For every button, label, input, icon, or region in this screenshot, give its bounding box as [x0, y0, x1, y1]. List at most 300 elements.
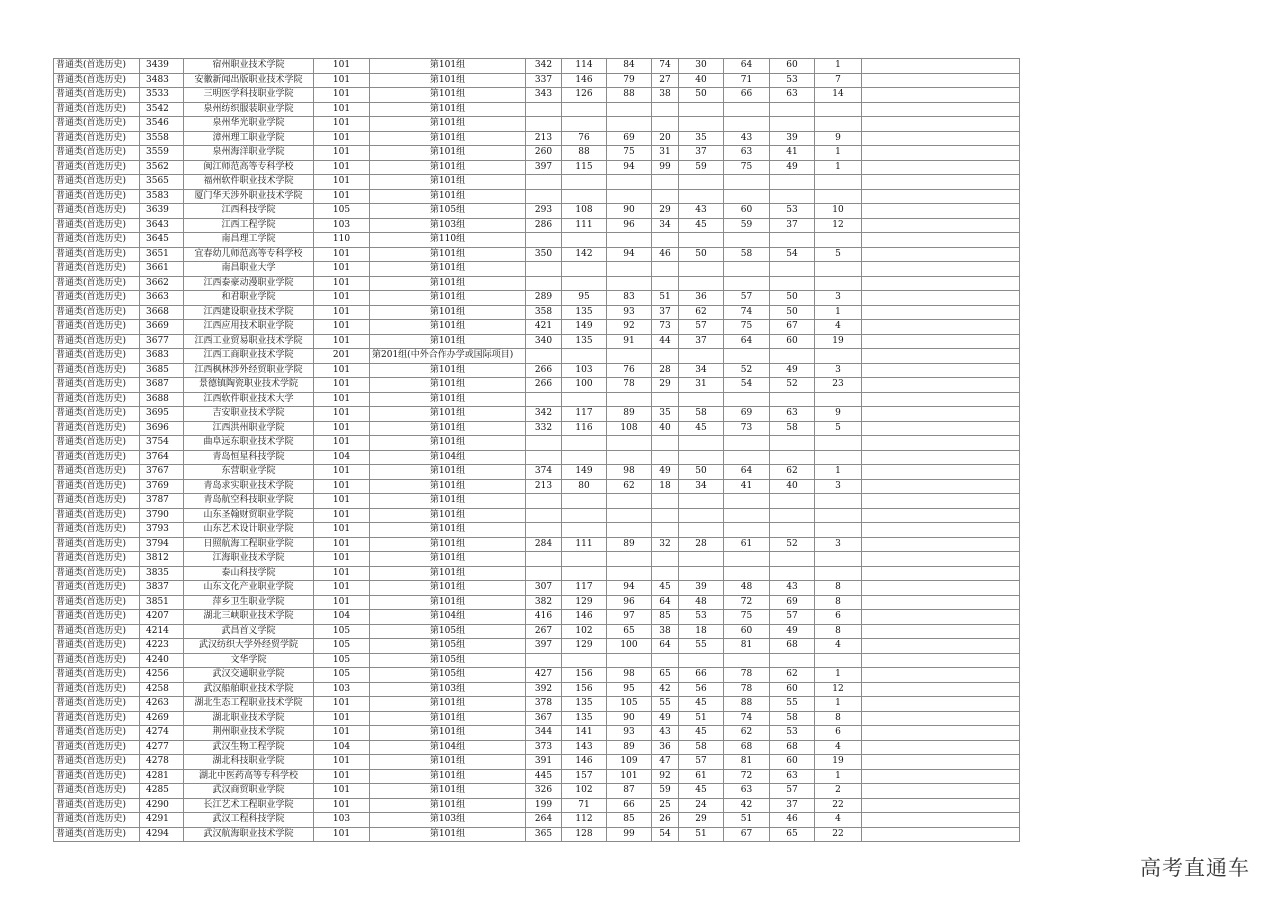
cell-school-name: 湖北中医药高等专科学校	[184, 769, 314, 784]
cell-school-code: 3533	[140, 88, 184, 103]
cell-group-name: 第101组	[370, 508, 526, 523]
cell-score-col-3: 26	[652, 813, 679, 828]
cell-category: 普通类(首选历史)	[54, 378, 140, 393]
cell-school-name: 江西应用技术职业学院	[184, 320, 314, 335]
cell-score-col-1: 88	[562, 146, 607, 161]
cell-school-code: 3851	[140, 595, 184, 610]
cell-total-score: 199	[526, 798, 562, 813]
cell-school-name: 武汉商贸职业学院	[184, 784, 314, 799]
cell-category: 普通类(首选历史)	[54, 450, 140, 465]
cell-score-col-6: 69	[770, 595, 815, 610]
cell-score-col-6	[770, 436, 815, 451]
cell-score-col-3: 38	[652, 88, 679, 103]
table-row	[54, 523, 1020, 538]
cell-group-name: 第101组	[370, 479, 526, 494]
cell-score-col-3	[652, 262, 679, 277]
cell-score-col-5: 88	[724, 697, 770, 712]
cell-school-name: 宿州职业技术学院	[184, 59, 314, 74]
cell-school-code: 3685	[140, 363, 184, 378]
cell-score-col-5	[724, 523, 770, 538]
cell-group-code: 101	[314, 392, 370, 407]
cell-rank-count	[815, 494, 862, 509]
cell-score-col-1: 149	[562, 465, 607, 480]
cell-score-col-3: 35	[652, 407, 679, 422]
cell-school-name: 武汉交通职业学院	[184, 668, 314, 683]
cell-rank-count: 1	[815, 59, 862, 74]
cell-category: 普通类(首选历史)	[54, 320, 140, 335]
cell-score-col-2: 101	[607, 769, 652, 784]
cell-extra	[862, 247, 1020, 262]
cell-score-col-4: 48	[679, 595, 724, 610]
cell-score-col-1: 111	[562, 218, 607, 233]
cell-score-col-6	[770, 276, 815, 291]
cell-school-code: 4274	[140, 726, 184, 741]
cell-score-col-3: 28	[652, 363, 679, 378]
cell-score-col-4	[679, 436, 724, 451]
table-row	[54, 595, 1020, 610]
cell-group-code: 101	[314, 262, 370, 277]
cell-score-col-5: 71	[724, 73, 770, 88]
cell-rank-count: 4	[815, 813, 862, 828]
cell-score-col-2: 88	[607, 88, 652, 103]
cell-score-col-6	[770, 566, 815, 581]
cell-score-col-6: 53	[770, 73, 815, 88]
cell-group-code: 103	[314, 813, 370, 828]
cell-score-col-6: 37	[770, 798, 815, 813]
table-row	[54, 88, 1020, 103]
cell-score-col-5: 61	[724, 537, 770, 552]
cell-total-score: 342	[526, 407, 562, 422]
cell-extra	[862, 218, 1020, 233]
cell-extra	[862, 233, 1020, 248]
cell-extra	[862, 610, 1020, 625]
table-row	[54, 117, 1020, 132]
cell-score-col-3: 54	[652, 827, 679, 842]
cell-group-name: 第104组	[370, 610, 526, 625]
cell-school-name: 武昌首义学院	[184, 624, 314, 639]
cell-school-code: 3483	[140, 73, 184, 88]
cell-score-col-2: 90	[607, 204, 652, 219]
cell-school-code: 3793	[140, 523, 184, 538]
cell-extra	[862, 291, 1020, 306]
cell-score-col-2	[607, 276, 652, 291]
cell-group-name: 第101组	[370, 566, 526, 581]
cell-rank-count	[815, 175, 862, 190]
cell-score-col-5: 64	[724, 59, 770, 74]
cell-score-col-6: 58	[770, 421, 815, 436]
cell-group-name: 第101组	[370, 291, 526, 306]
cell-school-code: 4278	[140, 755, 184, 770]
cell-score-col-6: 62	[770, 668, 815, 683]
cell-score-col-3: 65	[652, 668, 679, 683]
cell-score-col-3: 64	[652, 595, 679, 610]
cell-category: 普通类(首选历史)	[54, 537, 140, 552]
cell-score-col-1: 117	[562, 407, 607, 422]
cell-score-col-1: 102	[562, 624, 607, 639]
cell-school-code: 3695	[140, 407, 184, 422]
cell-score-col-1	[562, 508, 607, 523]
cell-total-score	[526, 262, 562, 277]
cell-group-name: 第101组	[370, 697, 526, 712]
cell-score-col-6: 60	[770, 59, 815, 74]
cell-score-col-2: 79	[607, 73, 652, 88]
cell-score-col-1	[562, 189, 607, 204]
cell-total-score	[526, 349, 562, 364]
cell-score-col-3	[652, 508, 679, 523]
cell-score-col-5: 58	[724, 247, 770, 262]
cell-total-score: 378	[526, 697, 562, 712]
cell-school-name: 江西科技学院	[184, 204, 314, 219]
cell-score-col-1: 156	[562, 668, 607, 683]
cell-score-col-1: 141	[562, 726, 607, 741]
cell-score-col-3	[652, 523, 679, 538]
cell-category: 普通类(首选历史)	[54, 769, 140, 784]
cell-score-col-4: 30	[679, 59, 724, 74]
cell-score-col-4: 51	[679, 827, 724, 842]
cell-total-score: 307	[526, 581, 562, 596]
cell-score-col-2	[607, 566, 652, 581]
cell-group-name: 第101组	[370, 523, 526, 538]
cell-score-col-6: 63	[770, 769, 815, 784]
cell-extra	[862, 537, 1020, 552]
cell-school-code: 3683	[140, 349, 184, 364]
cell-score-col-3	[652, 276, 679, 291]
cell-extra	[862, 407, 1020, 422]
cell-group-code: 101	[314, 566, 370, 581]
cell-score-col-5: 57	[724, 291, 770, 306]
cell-score-col-6: 52	[770, 378, 815, 393]
cell-score-col-2: 99	[607, 827, 652, 842]
cell-total-score	[526, 276, 562, 291]
cell-rank-count: 12	[815, 218, 862, 233]
cell-score-col-6: 50	[770, 305, 815, 320]
cell-group-name: 第101组	[370, 392, 526, 407]
cell-category: 普通类(首选历史)	[54, 755, 140, 770]
cell-rank-count	[815, 349, 862, 364]
cell-total-score: 445	[526, 769, 562, 784]
cell-score-col-5: 60	[724, 624, 770, 639]
cell-score-col-5	[724, 494, 770, 509]
cell-group-code: 101	[314, 436, 370, 451]
cell-score-col-1	[562, 276, 607, 291]
table-row	[54, 726, 1020, 741]
table-row	[54, 740, 1020, 755]
cell-score-col-3	[652, 494, 679, 509]
table-row	[54, 189, 1020, 204]
cell-group-code: 101	[314, 59, 370, 74]
cell-score-col-1: 103	[562, 363, 607, 378]
cell-score-col-3: 64	[652, 639, 679, 654]
cell-score-col-1: 135	[562, 334, 607, 349]
cell-group-code: 101	[314, 465, 370, 480]
cell-score-col-1	[562, 523, 607, 538]
cell-total-score: 284	[526, 537, 562, 552]
cell-score-col-5	[724, 102, 770, 117]
cell-total-score: 365	[526, 827, 562, 842]
cell-category: 普通类(首选历史)	[54, 189, 140, 204]
cell-score-col-4	[679, 117, 724, 132]
cell-group-name: 第101组	[370, 305, 526, 320]
cell-score-col-3: 34	[652, 218, 679, 233]
cell-score-col-2: 94	[607, 247, 652, 262]
cell-extra	[862, 146, 1020, 161]
cell-school-code: 3645	[140, 233, 184, 248]
cell-group-code: 101	[314, 146, 370, 161]
cell-school-name: 山东艺术设计职业学院	[184, 523, 314, 538]
cell-group-name: 第101组	[370, 117, 526, 132]
cell-school-code: 3562	[140, 160, 184, 175]
cell-school-code: 3669	[140, 320, 184, 335]
cell-school-name: 江西洪州职业学院	[184, 421, 314, 436]
cell-category: 普通类(首选历史)	[54, 407, 140, 422]
cell-category: 普通类(首选历史)	[54, 233, 140, 248]
cell-total-score: 340	[526, 334, 562, 349]
cell-school-code: 3794	[140, 537, 184, 552]
cell-group-name: 第101组	[370, 595, 526, 610]
cell-score-col-6: 57	[770, 610, 815, 625]
cell-score-col-2: 93	[607, 305, 652, 320]
cell-score-col-5	[724, 262, 770, 277]
cell-rank-count: 3	[815, 363, 862, 378]
cell-score-col-4	[679, 392, 724, 407]
cell-group-code: 101	[314, 102, 370, 117]
cell-school-name: 东营职业学院	[184, 465, 314, 480]
cell-category: 普通类(首选历史)	[54, 697, 140, 712]
table-row	[54, 262, 1020, 277]
cell-group-name: 第101组	[370, 160, 526, 175]
cell-rank-count	[815, 276, 862, 291]
cell-score-col-2: 96	[607, 595, 652, 610]
cell-score-col-6	[770, 508, 815, 523]
cell-group-name: 第101组	[370, 247, 526, 262]
cell-group-code: 101	[314, 407, 370, 422]
cell-rank-count: 6	[815, 610, 862, 625]
cell-score-col-2	[607, 450, 652, 465]
table-row	[54, 334, 1020, 349]
cell-score-col-1	[562, 392, 607, 407]
cell-score-col-5: 78	[724, 682, 770, 697]
cell-group-name: 第101组	[370, 711, 526, 726]
cell-total-score	[526, 552, 562, 567]
cell-score-col-4	[679, 494, 724, 509]
cell-extra	[862, 160, 1020, 175]
cell-school-code: 3546	[140, 117, 184, 132]
cell-score-col-6	[770, 349, 815, 364]
cell-category: 普通类(首选历史)	[54, 305, 140, 320]
cell-category: 普通类(首选历史)	[54, 711, 140, 726]
cell-score-col-5: 72	[724, 769, 770, 784]
cell-score-col-2: 87	[607, 784, 652, 799]
cell-extra	[862, 624, 1020, 639]
cell-score-col-3: 55	[652, 697, 679, 712]
cell-score-col-3: 29	[652, 378, 679, 393]
cell-category: 普通类(首选历史)	[54, 436, 140, 451]
cell-extra	[862, 349, 1020, 364]
cell-score-col-1	[562, 262, 607, 277]
cell-rank-count: 4	[815, 740, 862, 755]
cell-rank-count	[815, 392, 862, 407]
table-row	[54, 610, 1020, 625]
cell-score-col-2	[607, 349, 652, 364]
cell-school-name: 曲阜远东职业技术学院	[184, 436, 314, 451]
cell-score-col-5: 74	[724, 305, 770, 320]
cell-score-col-6	[770, 552, 815, 567]
cell-score-col-2	[607, 653, 652, 668]
cell-score-col-4: 45	[679, 697, 724, 712]
cell-score-col-3: 99	[652, 160, 679, 175]
cell-score-col-6	[770, 392, 815, 407]
cell-score-col-2: 84	[607, 59, 652, 74]
cell-score-col-6: 67	[770, 320, 815, 335]
cell-group-name: 第105组	[370, 668, 526, 683]
cell-rank-count: 1	[815, 305, 862, 320]
cell-total-score	[526, 117, 562, 132]
cell-group-code: 105	[314, 653, 370, 668]
cell-extra	[862, 697, 1020, 712]
cell-score-col-1: 129	[562, 595, 607, 610]
cell-score-col-1: 115	[562, 160, 607, 175]
cell-score-col-5: 69	[724, 407, 770, 422]
cell-score-col-4: 45	[679, 218, 724, 233]
cell-extra	[862, 102, 1020, 117]
cell-school-code: 3661	[140, 262, 184, 277]
cell-group-code: 101	[314, 827, 370, 842]
cell-score-col-5	[724, 276, 770, 291]
cell-score-col-3: 73	[652, 320, 679, 335]
cell-score-col-3: 25	[652, 798, 679, 813]
cell-score-col-2: 85	[607, 813, 652, 828]
cell-score-col-1	[562, 494, 607, 509]
cell-group-name: 第201组(中外合作办学或国际项目)	[370, 349, 526, 364]
cell-score-col-3: 49	[652, 711, 679, 726]
cell-score-col-3: 59	[652, 784, 679, 799]
cell-score-col-5	[724, 392, 770, 407]
cell-score-col-5: 81	[724, 755, 770, 770]
cell-score-col-2: 94	[607, 160, 652, 175]
cell-total-score	[526, 189, 562, 204]
cell-total-score: 264	[526, 813, 562, 828]
cell-score-col-5: 41	[724, 479, 770, 494]
cell-score-col-6: 63	[770, 407, 815, 422]
cell-score-col-3	[652, 117, 679, 132]
cell-group-code: 101	[314, 160, 370, 175]
cell-score-col-6: 55	[770, 697, 815, 712]
cell-rank-count	[815, 552, 862, 567]
cell-school-name: 文华学院	[184, 653, 314, 668]
cell-score-col-3: 38	[652, 624, 679, 639]
cell-school-name: 山东文化产业职业学院	[184, 581, 314, 596]
cell-score-col-1	[562, 117, 607, 132]
cell-extra	[862, 421, 1020, 436]
cell-group-name: 第101组	[370, 73, 526, 88]
admission-score-table	[53, 58, 1020, 842]
table-row	[54, 653, 1020, 668]
cell-score-col-1: 114	[562, 59, 607, 74]
cell-school-name: 青岛航空科技职业学院	[184, 494, 314, 509]
cell-score-col-6: 40	[770, 479, 815, 494]
cell-score-col-6	[770, 262, 815, 277]
cell-group-code: 101	[314, 334, 370, 349]
cell-category: 普通类(首选历史)	[54, 363, 140, 378]
cell-category: 普通类(首选历史)	[54, 508, 140, 523]
cell-score-col-3: 92	[652, 769, 679, 784]
cell-score-col-3: 40	[652, 421, 679, 436]
cell-rank-count: 9	[815, 407, 862, 422]
cell-school-code: 3835	[140, 566, 184, 581]
cell-score-col-4: 51	[679, 711, 724, 726]
cell-score-col-3: 45	[652, 581, 679, 596]
cell-school-name: 武汉船舶职业技术学院	[184, 682, 314, 697]
cell-group-code: 104	[314, 610, 370, 625]
cell-score-col-3	[652, 552, 679, 567]
cell-score-col-5	[724, 450, 770, 465]
cell-category: 普通类(首选历史)	[54, 552, 140, 567]
cell-score-col-1: 143	[562, 740, 607, 755]
cell-score-col-5: 63	[724, 784, 770, 799]
cell-score-col-6: 63	[770, 88, 815, 103]
table-row	[54, 291, 1020, 306]
cell-group-name: 第101组	[370, 494, 526, 509]
cell-score-col-6	[770, 653, 815, 668]
cell-group-code: 101	[314, 537, 370, 552]
cell-extra	[862, 740, 1020, 755]
cell-category: 普通类(首选历史)	[54, 218, 140, 233]
cell-score-col-5	[724, 233, 770, 248]
cell-score-col-3: 51	[652, 291, 679, 306]
cell-extra	[862, 726, 1020, 741]
cell-score-col-4: 24	[679, 798, 724, 813]
cell-total-score	[526, 653, 562, 668]
cell-school-name: 江西工业贸易职业技术学院	[184, 334, 314, 349]
cell-score-col-4	[679, 262, 724, 277]
cell-school-code: 3643	[140, 218, 184, 233]
cell-extra	[862, 450, 1020, 465]
cell-score-col-1	[562, 566, 607, 581]
cell-total-score: 367	[526, 711, 562, 726]
cell-group-name: 第101组	[370, 552, 526, 567]
cell-score-col-5: 62	[724, 726, 770, 741]
cell-category: 普通类(首选历史)	[54, 726, 140, 741]
cell-school-name: 三明医学科技职业学院	[184, 88, 314, 103]
cell-school-code: 3662	[140, 276, 184, 291]
cell-school-name: 长江艺术工程职业学院	[184, 798, 314, 813]
cell-score-col-4: 39	[679, 581, 724, 596]
cell-score-col-2: 97	[607, 610, 652, 625]
cell-school-name: 江西软件职业技术大学	[184, 392, 314, 407]
cell-score-col-1: 157	[562, 769, 607, 784]
cell-group-code: 101	[314, 88, 370, 103]
cell-extra	[862, 363, 1020, 378]
table-row	[54, 421, 1020, 436]
cell-score-col-4: 35	[679, 131, 724, 146]
cell-score-col-6: 60	[770, 755, 815, 770]
cell-school-name: 闽江师范高等专科学校	[184, 160, 314, 175]
cell-extra	[862, 465, 1020, 480]
cell-score-col-6: 37	[770, 218, 815, 233]
cell-category: 普通类(首选历史)	[54, 421, 140, 436]
cell-score-col-6: 49	[770, 363, 815, 378]
cell-score-col-4: 34	[679, 363, 724, 378]
cell-group-name: 第101组	[370, 755, 526, 770]
cell-category: 普通类(首选历史)	[54, 610, 140, 625]
cell-score-col-4: 36	[679, 291, 724, 306]
cell-school-name: 日照航海工程职业学院	[184, 537, 314, 552]
cell-group-name: 第101组	[370, 537, 526, 552]
table-row	[54, 450, 1020, 465]
cell-total-score	[526, 508, 562, 523]
cell-school-name: 泉州华光职业学院	[184, 117, 314, 132]
cell-score-col-5	[724, 436, 770, 451]
